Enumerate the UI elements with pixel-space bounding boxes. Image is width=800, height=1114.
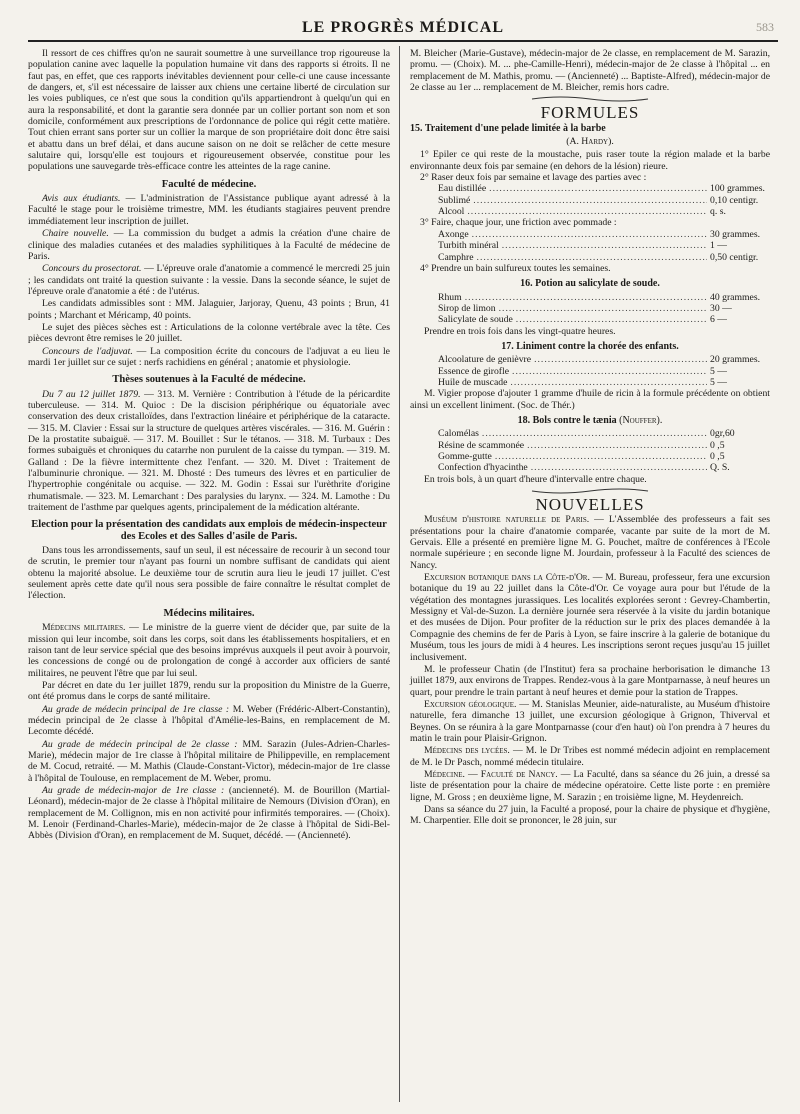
ingredient-quantity: 0 ,5: [710, 451, 725, 462]
ingredient-row: [410, 428, 770, 439]
news-6-text: — La Faculté, dans sa séance du 26 juin, a dressé sa liste de présentation pour la chaire de médecine opératoire. Cette liste porte : en première ligne, M. Gross ; en deuxième ligne, M. Sarazin ; en troisième ligne, M. Heydenreich.: [410, 768, 770, 803]
dot-leader: [531, 462, 707, 473]
news-5-text: — M. le Dr Tribes est nommé médecin adjoint en remplacement de M. le Dr Pasch, nommé médecin titulaire.: [410, 745, 770, 768]
ingredient-quantity: 30 grammes.: [710, 228, 761, 240]
militaires-paragraph: [28, 622, 390, 679]
ingredient-name: Alcoolature de genièvre: [438, 354, 532, 366]
ingredient-row: [410, 229, 770, 240]
ingredient-name: Essence de girofle: [438, 365, 510, 377]
recipe-17-text: M. Vigier propose d'ajouter 1 gramme d'huile de ricin à la formule précédente on obtient ainsi un excellent liniment. (Soc. de Thér.): [410, 388, 770, 411]
election-heading: Election pour la présentation des candidats aux emplois de médecin-inspecteur des Ecoles et des Salles d'asile de Paris.: [31, 519, 387, 542]
militaires-heading: Médecins militaires.: [163, 607, 255, 619]
ingredient-row: [410, 183, 770, 194]
faculte-heading: Faculté de médecine.: [161, 178, 257, 190]
recipe-15-step-1: 1° Epiler ce qui reste de la moustache, puis raser toute la région malade et la barbe environnante deux fois par semaine (en dehors de la lésion) rieure.: [410, 149, 770, 172]
ingredient-row: [410, 252, 770, 263]
ingredient-quantity: 1 —: [710, 240, 727, 252]
avis-paragraph: [28, 193, 390, 227]
ingredient-name: Gomme-gutte: [438, 451, 492, 462]
news-4: [410, 699, 770, 744]
ingredient-quantity: 100 grammes.: [710, 183, 765, 195]
intro-paragraph: Il ressort de ces chiffres qu'on ne saurait soumettre à une surveillance trop rigoureuse la population canine avec laquelle la population humaine vit dans des rapports si étroits. Il ne faut pas, en effet, que ces rapports inévitables deviennent pour celle-ci une cause incessante de dangers, et, s'il est nécessaire de laisser aux chiens une certaine liberté de circulation sur les voies publiques, ce n'est que sous la condition qu'ils appartiendront à quelqu'un qui en aura la responsabilité, et dont la garantie sera donnée par un collier portant son nom et son domicile, conformément aux prescriptions de l'ordonnance de police qui régit cette matière. Tout chien errant sans porter sur un collier la marque de son propriétaire doit donc être saisi et abattu dans un bref délai, et dans aucune saison on ne doit se relâcher de cette mesure salutaire qui, lorsqu'elle est toujours et rigoureusement observée, constitue pour les populations une sauvegarde très-efficace contre les atteintes de la rage canine.: [28, 48, 390, 173]
ingredient-row: [410, 206, 770, 217]
recipe-15-ingredients-2: [410, 229, 770, 263]
dot-leader: [499, 303, 707, 314]
militaires-label: Médecins militaires.: [42, 622, 126, 634]
dot-leader: [502, 240, 707, 251]
ingredient-name: Huile de muscade: [438, 376, 508, 388]
page-number: 583: [756, 20, 774, 34]
ingredient-name: Sublimé: [438, 194, 471, 206]
admissibles-paragraph: Les candidats admissibles sont : MM. Jalaguier, Jarjoray, Quenu, 43 points ; Brun, 41 points ; Marchant et Méricamp, 40 points.: [28, 298, 390, 321]
ingredient-row: [410, 377, 770, 388]
theses-heading: Thèses soutenues à la Faculté de médecine.: [112, 374, 306, 386]
recipe-15-title: 15. Traitement d'une pelade limitée à la barbe: [410, 122, 606, 134]
header-rule: [28, 40, 778, 42]
recipe-15-step-3: 3° Faire, chaque jour, une friction avec pommade :: [420, 217, 617, 229]
column-divider: [399, 46, 400, 1102]
pieces-paragraph: Le sujet des pièces sèches est : Articulations de la colonne vertébrale avec la tête. Ces pièces devront être remises le 20 juillet.: [28, 321, 390, 345]
news-4-label: Excursion géologique.: [424, 698, 517, 710]
chaire-paragraph: [28, 228, 390, 262]
ingredient-row: [410, 451, 770, 462]
ingredient-quantity: 5 —: [710, 365, 727, 377]
recipe-15-author: (A. Hardy).: [566, 136, 614, 148]
recipe-18-author: (Nouffer).: [619, 414, 663, 426]
recipe-18-text: En trois bols, à un quart d'heure d'intervalle entre chaque.: [424, 473, 647, 485]
ingredient-name: Salicylate de soude: [438, 314, 513, 326]
news-2: [410, 572, 770, 663]
prosectorat-paragraph: [28, 263, 390, 297]
right-column: [410, 48, 770, 828]
ingredient-quantity: 40 grammes.: [710, 291, 761, 303]
grade2-label: Au grade de médecin principal de 2e classe :: [42, 738, 238, 750]
left-column: [28, 48, 390, 843]
dot-leader: [495, 451, 707, 462]
ingredient-row: [410, 314, 770, 325]
ingredient-name: Calomélas: [438, 428, 479, 440]
dot-leader: [534, 354, 707, 365]
ingredient-quantity: Q. S.: [710, 462, 730, 474]
news-1-label: Muséum d'histoire naturelle de Paris.: [424, 514, 590, 526]
prosectorat-text: — L'épreuve orale d'anatomie a commencé le mercredi 25 juin ; les candidats ont traité la question suivante : la vessie. Dans la seconde séance, le sujet de l'épreuve orale d'anatomie a été : de l'utérus.: [28, 263, 391, 297]
ingredient-row: [410, 354, 770, 365]
grade1-label: Au grade de médecin principal de 1re classe :: [42, 703, 230, 715]
decret-paragraph: Par décret en date du 1er juillet 1879, rendu sur la proposition du Ministre de la Guerre, ont été promus dans le corps de santé militaire.: [28, 679, 390, 703]
grade3-label: Au grade de médecin-major de 1re classe :: [42, 784, 225, 796]
avis-text: — L'administration de l'Assistance publique ayant adressé à la Faculté le stage pour le troisième trimestre, MM. les étudiants stagiaires peuvent prendre immédiatement leur inscription de juillet.: [28, 193, 390, 227]
nouvelles-heading: NOUVELLES: [535, 495, 645, 515]
ingredient-row: [410, 195, 770, 206]
ornament-divider-2: [410, 487, 770, 495]
ingredient-name: Alcool: [438, 206, 465, 218]
recipe-17-title: 17. Liniment contre la chorée des enfants.: [501, 340, 679, 352]
ingredient-quantity: 0,50 centigr.: [710, 251, 759, 263]
ingredient-quantity: 6 —: [710, 314, 727, 326]
news-4-text: — M. Stanislas Meunier, aide-naturaliste, au Muséum d'histoire naturelle, fera dimanche 13 juillet, une excursion géologique à Grignon, Thiverval et Beynes. On se réunira à la gare Montparnasse (cour d'en haut) où l'on prendra à 7 heures du matin le train pour Plaisir-Grignon.: [410, 698, 770, 744]
ornament-divider: [410, 95, 770, 103]
news-6: [410, 769, 770, 803]
dot-leader: [473, 195, 707, 206]
news-6-label: Médecine. — Faculté de Nancy.: [424, 768, 558, 780]
news-7: Dans sa séance du 27 juin, la Faculté a proposé, pour la chaire de physique et d'hygiène, M. Charpentier. Elle doit se prononcer, le 28 juin, sur: [410, 803, 770, 827]
news-2-text: — M. Bureau, professeur, fera une excursion botanique du 19 au 22 juillet dans la Côte-d'Or. Ce voyage aura pour but l'étude de la végétation des montagnes jurassiques. Les localités explorées seront : Gevrey-Chambertin, Messigny et Val-de-Suzon. La dernière journée sera réservée à la visite du jardin botanique et des musées de Dijon. Pour profiter de la réduction sur le prix des places demandée à la Compagnie des chemins de fer de Paris à Lyon, se faire inscrire à la galerie de botanique du Muséum, tous les jours de midi à 4 heures. Les inscriptions seront reçues jusqu'au 15 juillet inclusivement.: [410, 572, 770, 663]
recipe-16-ingredients: [410, 292, 770, 326]
recipe-15-step-2: 2° Raser deux fois par semaine et lavage des parties avec :: [420, 172, 647, 184]
ingredient-quantity: 20 grammes.: [710, 354, 761, 366]
theses-paragraph: [28, 389, 390, 514]
ingredient-row: [410, 366, 770, 377]
dot-leader: [465, 292, 707, 303]
ingredient-name: Résine de scammonée: [438, 439, 525, 451]
recipe-17-ingredients: [410, 354, 770, 388]
dot-leader: [510, 377, 707, 388]
theses-text: — 313. M. Vernière : Contribution à l'étude de la péricardite tuberculeuse. — 314. M. Quioc : De la discision périphérique ou équatoriale avec conservation des deux cristalloïdes, dans l'extraction linéaire et périphérique de la cataracte. — 315. M. Clavier : Essai sur la structure de quelques artères viscérales. — 316. M. Guérin : De la prostatite subaiguë. — 317. M. Bouillet : Sur le tétanos. — 318. M. Turbaux : Des formes subaiguës et chroniques du catarrhe non purulent de la caisse du tympan. — 319. M. Galland : De la fièvre intermittente chez l'enfant. — 320. M. Divet : Traitement de l'albuminurie chronique. — 321. M. Dhosté : Des tumeurs des lèvres et en particulier de l'hypertrophie congénitale ou acquise. — 322. M. Godin : Essai sur l'urèthrite d'origine rhumatismale. — 323. M. Lemarchant : Des paralysies du larynx. — 324. M. Lamothe : Du traitement de l'asthme par quelques agents, principalement de la médication altérante.: [28, 388, 390, 514]
journal-title: LE PROGRÈS MÉDICAL: [301, 19, 505, 36]
ingredient-row: [410, 240, 770, 251]
dot-leader: [527, 440, 707, 451]
news-1-text: — L'Assemblée des professeurs a fait ses présentations pour la chaire d'anatomie comparée, vacante par suite de la mort de M. Gervais. Elle a présenté en première ligne M. G. Pouchet, maître de conférences à l'Ecole normale supérieure ; en seconde ligne M. Jourdain, professeur à la Faculté des sciences de Nancy.: [410, 514, 770, 571]
dot-leader: [472, 229, 707, 240]
recipe-16-title: 16. Potion au salicylate de soude.: [520, 278, 660, 290]
news-3: M. le professeur Chatin (de l'Institut) fera sa prochaine herborisation le dimanche 13 juillet 1879, aux environs de Trappes. Rendez-vous à la gare Montparnasse, à neuf heures un quart, pour prendre le train partant à neuf heures et demie pour la station de Trappes.: [410, 663, 770, 698]
grade2-text: MM. Sarazin (Jules-Adrien-Charles-Marie), médecin major de 1re classe à l'hôpital militaire de Philippeville, en remplacement de M. Cocud, retraité. — M. Mathis (Claude-Constant-Victor), médecin-major de 1re classe à l'hôpital de Toulouse, en remplacement de M. Weber, promu.: [28, 738, 390, 784]
news-1: [410, 514, 770, 571]
recipe-18-title: 18. Bols contre le tænia: [517, 414, 617, 426]
grade1-text: M. Weber (Frédéric-Albert-Constantin), médecin principal de 2e classe à l'hôpital d'Amélie-les-Bains, en remplacement de M. Lecomte décédé.: [28, 703, 390, 738]
recipe-15-ingredients-1: [410, 183, 770, 217]
ingredient-name: Rhum: [438, 291, 462, 303]
ingredient-row: [410, 303, 770, 314]
dot-leader: [467, 206, 707, 217]
news-5: [410, 745, 770, 768]
adjuvat-text: — La composition écrite du concours de l'adjuvat a eu lieu le mardi 1er juillet sur ce sujet : nerfs rachidiens en général ; anatomie et physiologie.: [28, 345, 390, 368]
prosectorat-label: Concours du prosectorat.: [42, 263, 142, 275]
recipe-18-ingredients: [410, 428, 770, 473]
adjuvat-label: Concours de l'adjuvat.: [42, 345, 133, 357]
dot-leader: [477, 252, 707, 263]
dot-leader: [482, 428, 707, 439]
recipe-18-heading: [410, 415, 770, 426]
news-5-label: Médecins des lycées.: [424, 745, 510, 757]
news-2-label: Excursion botanique dans la Côte-d'Or.: [424, 572, 590, 584]
ingredient-row: [410, 440, 770, 451]
ingredient-quantity: 30 —: [710, 302, 732, 314]
recipe-16-text: Prendre en trois fois dans les vingt-quatre heures.: [424, 325, 616, 337]
ingredient-quantity: 5 —: [710, 376, 727, 388]
grade3-paragraph: [28, 785, 390, 842]
ingredient-row: [410, 462, 770, 473]
dot-leader: [489, 183, 707, 194]
continuation-paragraph: M. Bleicher (Marie-Gustave), médecin-major de 2e classe, en remplacement de M. Sarazin, promu. — (Choix). M. ... phe-Camille-Henri), médecin-major de 2e classe à l'hôpital ... en remplacement de M. Mathis, promu. — (Ancienneté) ... Baptiste-Alfred), médecin-major de 2e classe au 1er ... remplacement de M. Bleicher, remis hors cadre.: [410, 48, 770, 94]
ingredient-name: Turbith minéral: [438, 240, 499, 252]
ingredient-name: Confection d'hyacinthe: [438, 462, 528, 474]
ingredient-quantity: q. s.: [710, 206, 726, 218]
chaire-text: — La commission du budget a admis la création d'une chaire de clinique des maladies cutanées et des maladies syphilitiques à la Faculté de médecine de Paris.: [28, 228, 390, 262]
adjuvat-paragraph: [28, 346, 390, 369]
theses-date: Du 7 au 12 juillet 1879.: [42, 388, 141, 400]
ingredient-name: Sirop de limon: [438, 302, 496, 314]
ingredient-name: Camphre: [438, 251, 474, 263]
grade2-paragraph: [28, 739, 390, 784]
ingredient-name: Axonge: [438, 228, 469, 240]
dot-leader: [512, 366, 707, 377]
formules-heading: FORMULES: [540, 103, 640, 123]
ingredient-row: [410, 292, 770, 303]
ingredient-name: Eau distillée: [438, 183, 487, 195]
recipe-15-step-4: 4° Prendre un bain sulfureux toutes les semaines.: [420, 262, 611, 274]
ingredient-quantity: 0 ,5: [710, 439, 725, 451]
chaire-label: Chaire nouvelle.: [42, 228, 109, 240]
grade3-text: (ancienneté). M. de Bourillon (Martial-Léonard), médecin-major de 2e classe à l'hôpital militaire de Nemours (Division d'Oran), en remplacement de M. Collignon, mis en non activité pour infirmités temporaires. — (Choix). M. Lenoir (Ferdinand-Charles-Marie), médecin-major de 2e classe à l'hôpital de Sidi-Bel-Abbès (Division d'Oran), en remplacement de M. Suquet, décédé. — (Ancienneté).: [28, 784, 391, 842]
page-header: [28, 16, 778, 40]
militaires-text: — Le ministre de la guerre vient de décider que, par suite de la mission qui leur incombe, soit dans les corps, soit dans les établissements hospitaliers, et en raison tant de leur service spécial que des besoins imprévus auxquels il peut avoir à pourvoir, les concessions de congé ou de prolongation de congé à accorder aux officiers de santé militaires, ne peuvent l'être que par lui seul.: [28, 622, 390, 679]
election-paragraph: Dans tous les arrondissements, sauf un seul, il est nécessaire de recourir à un second tour de scrutin, le premier tour n'ayant pas fourni un nombre suffisant de candidats qui aient obtenu la majorité absolue. Le deuxième tour de scrutin aura lieu le jeudi 17 juillet. C'est seulement après cette date qu'il nous sera possible de faire connaître le résultat complet de l'élection.: [28, 545, 390, 602]
dot-leader: [516, 314, 707, 325]
ingredient-quantity: 0gr,60: [710, 428, 735, 440]
avis-label: Avis aux étudiants.: [42, 193, 121, 205]
grade1-paragraph: [28, 704, 390, 738]
ingredient-quantity: 0,10 centigr.: [710, 194, 759, 206]
